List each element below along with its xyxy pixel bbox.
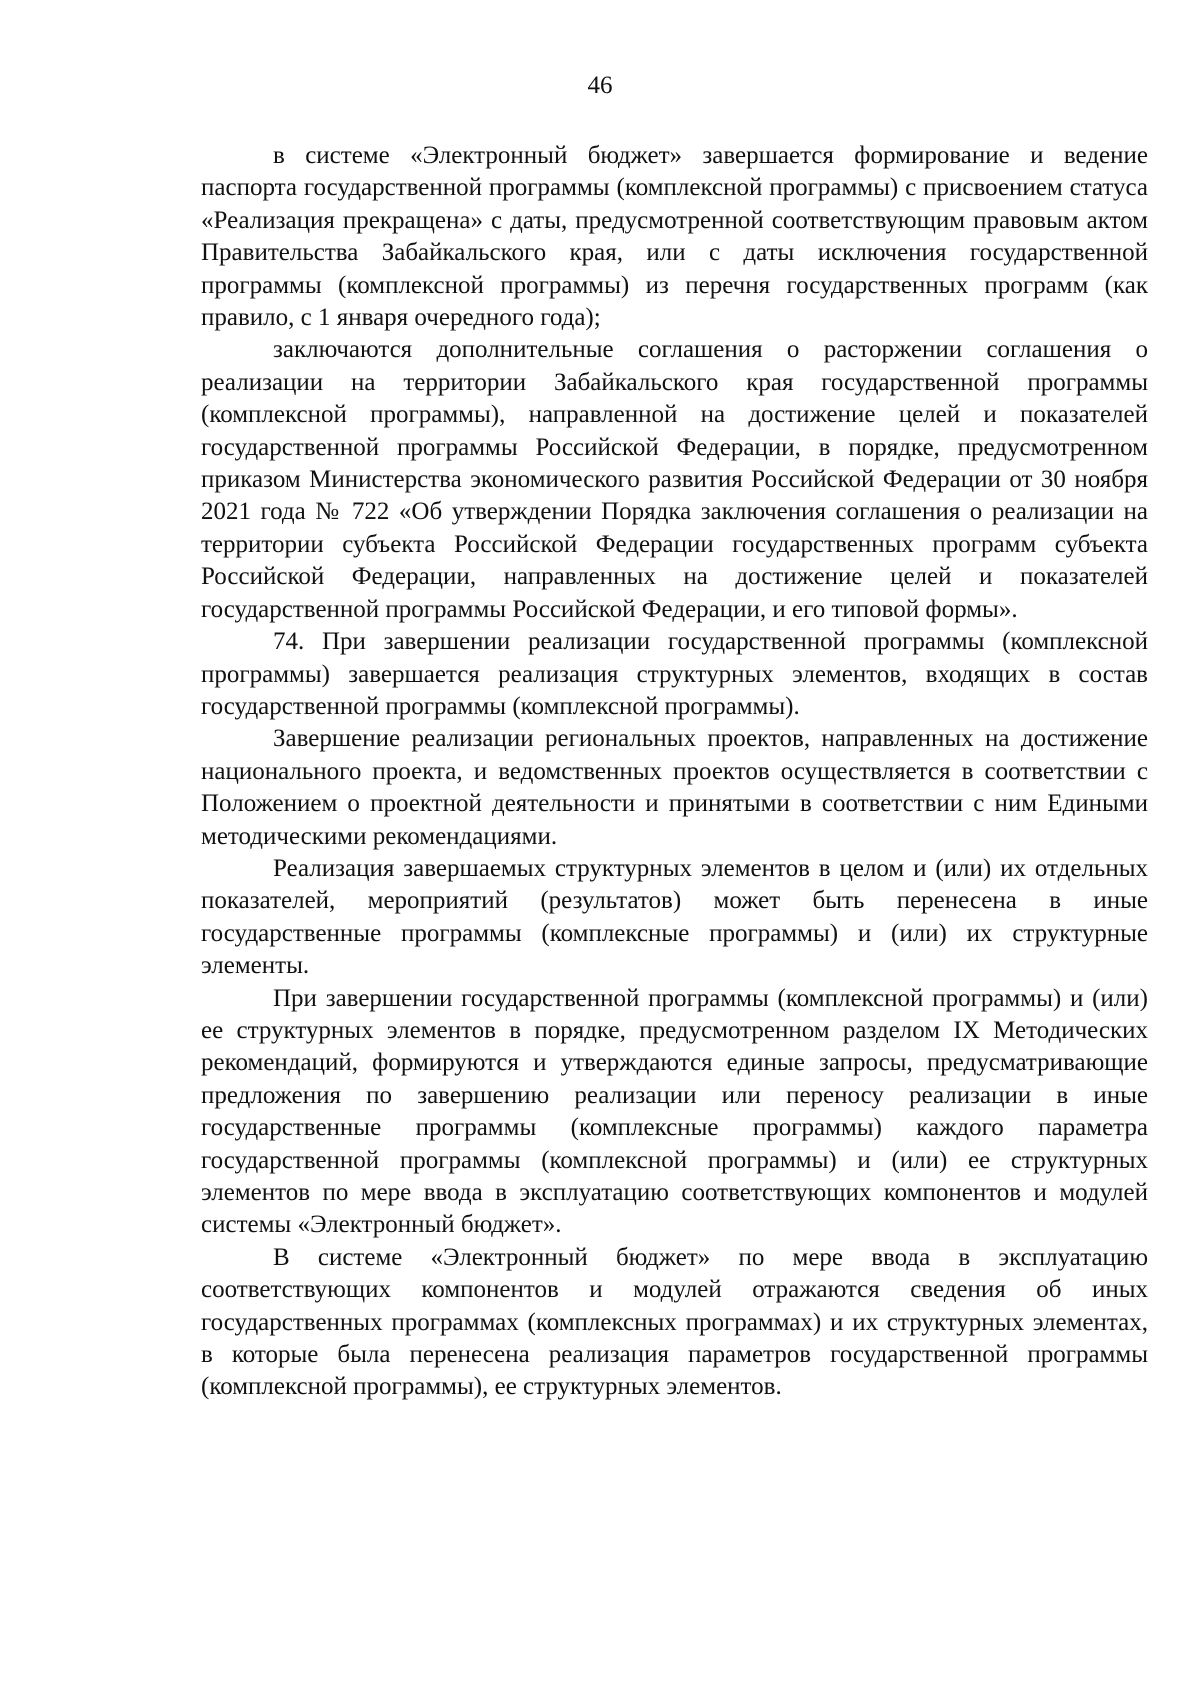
paragraph-regional-projects: Завершение реализации региональных проектов, направленных на достижение национального проекта, и ведомственных проектов осуществляется в соответствии с Положением о проектной деятельности и принятыми в соответствии с ним Едиными методическими рекомендациями. [201, 725, 1148, 850]
page-number: 46 [587, 72, 613, 99]
document-body [201, 140, 1148, 1404]
paragraph-unified-requests: При завершении государственной программы (комплексной программы) и (или) ее структурных элементов в порядке, предусмотренном разделом IX Методических рекомендаций, формируются и утверждаются единые запросы, предусматривающие предложения по завершению реализации или переносу реализации в иные государственные программы (комплексные программы) каждого параметра государственной программы (комплексной программы) и (или) ее структурных элементов по мере ввода в эксплуатацию соответствующих компонентов и модулей системы «Электронный бюджет». [201, 984, 1148, 1239]
paragraph-item-74: 74. При завершении реализации государственной программы (комплексной программы) завершается реализация структурных элементов, входящих в состав государственной программы (комплексной программы). [201, 628, 1148, 720]
paragraph-additional-agreements: заключаются дополнительные соглашения о расторжении соглашения о реализации на территории Забайкальского края государственной программы (комплексной программы), направленной на достижение целей и показателей государственной программы Российской Федерации, в порядке, предусмотренном приказом Министерства экономического развития Российской Федерации от 30 ноября 2021 года № 722 «Об утверждении Порядка заключения соглашения о реализации на территории субъекта Российской Федерации государственных программ субъекта Российской Федерации, направленных на достижение целей и показателей государственной программы Российской Федерации, и его типовой формы». [201, 336, 1148, 623]
paragraph-electronic-budget-passport: в системе «Электронный бюджет» завершается формирование и ведение паспорта государственной программы (комплексной программы) с присвоением статуса «Реализация прекращена» с даты, предусмотренной соответствующим правовым актом Правительства Забайкальского края, или с даты исключения государственной программы (комплексной программы) из перечня государственных программ (как правило, с 1 января очередного года); [201, 142, 1148, 332]
paragraph-transfer-of-elements: Реализация завершаемых структурных элементов в целом и (или) их отдельных показателей, мероприятий (результатов) может быть перенесена в иные государственные программы (комплексные программы) и (или) их структурные элементы. [201, 854, 1148, 980]
paragraph-information-reflection: В системе «Электронный бюджет» по мере ввода в эксплуатацию соответствующих компонентов и модулей отражаются сведения об иных государственных программах (комплексных программах) и их структурных элементах, в которые была перенесена реализация параметров государственной программы (комплексной программы), ее структурных элементов. [201, 1243, 1148, 1401]
